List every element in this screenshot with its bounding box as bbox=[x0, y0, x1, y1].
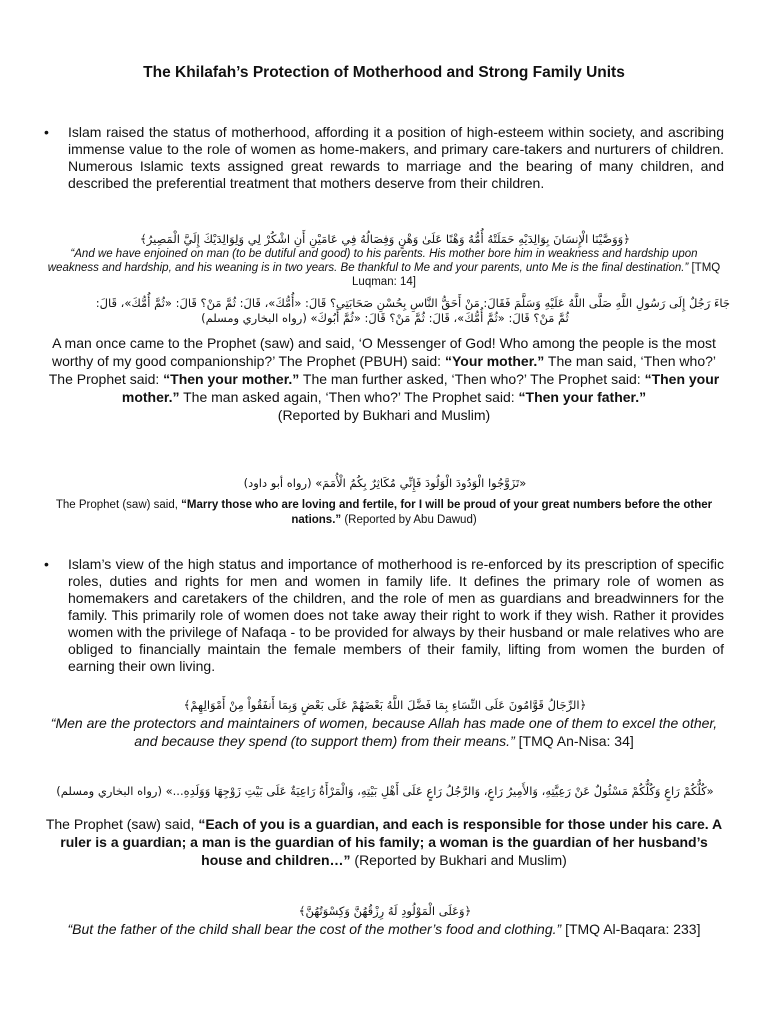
arabic-hadith-mother-line2: ثُمَّ مَنْ؟ قَالَ: «ثُمَّ أُمُّكَ»، قَالَ: ثُمَّ مَنْ؟ قَالَ: «ثُمَّ أَبُوكَ» (رواه البخاري ومسلم) bbox=[201, 311, 569, 325]
text-run: The man further asked, ‘Then who?’ The Prophet said: bbox=[299, 371, 645, 387]
arabic-hadith-marry: «تَزَوَّجُوا الْوَدُودَ الْوَلُودَ فَإِنِّي مُكَاثِرٌ بِكُمُ الْأُمَمَ» (رواه أبو داود) bbox=[243, 476, 527, 490]
bullet-text: Islam raised the status of motherhood, affording it a position of high-esteem within society, and ascribing immense value to the role of women as home-makers, and primary care-takers and nurturers of children. Numerous Islamic texts assigned great rewards to marriage and the bearing of many children, and described the preferential treatment that mothers deserve from their children. bbox=[68, 124, 724, 191]
text-run: The Prophet (saw) said, bbox=[45, 816, 199, 832]
bullet-marker: • bbox=[44, 556, 49, 572]
translation-text: “And we have enjoined on man (to be dutiful and good) to his parents. His mother bore him in weakness and hardship upon weakness and hardship, and his weaning is in two years. Be thankful to Me and your parents, unto Me is the final destination.” bbox=[47, 248, 698, 274]
bullet-marker: • bbox=[44, 124, 49, 140]
translation-baqara bbox=[54, 920, 714, 938]
arabic-hadith-mother-line1: جَاءَ رَجُلٌ إِلَى رَسُولِ اللَّهِ صَلَّى اللَّهُ عَلَيْهِ وَسَلَّمَ فَقَالَ: مَنْ أَحَقُّ النَّاسِ بِحُسْنِ صَحَابَتِي؟ قَالَ: «أُمُّكَ»، قَالَ: ثُمَّ مَنْ؟ قَالَ: «ثُمَّ أُمُّكَ»، قَالَ: bbox=[95, 296, 730, 310]
page-title: The Khilafah’s Protection of Motherhood and Strong Family Units bbox=[143, 64, 625, 81]
arabic-verse-luqman: ﴿وَوَصَّيْنَا الْإِنسَانَ بِوَالِدَيْهِ حَمَلَتْهُ أُمُّهُ وَهْنًا عَلَىٰ وَهْنٍ وَفِصَالُهُ فِي عَامَيْنِ أَنِ اشْكُرْ لِي وَلِوَالِدَيْكَ إِلَيَّ الْمَصِيرُ﴾ bbox=[140, 232, 630, 246]
bullet-text: Islam’s view of the high status and importance of motherhood is re-enforced by its prescription of specific roles, duties and rights for men and women in family life. It defines the primary role of women as homemakers and caretakers of the children, and the role of men as guardians and breadwinners for the family. This primarily role of women does not take away their right to work if they wish. Rather it provides women with the privilege of Nafaqa - to be provided for always by their husband or male relatives who are obliged to financially maintain the female members of their family, lifting from women the burden of earning their own living. bbox=[68, 556, 724, 674]
hadith-guardian-translation bbox=[44, 815, 724, 869]
bold-run: “Each of you is a guardian, and each is responsible for those under his care. A ruler is a guardian; a man is the guardian of his family; a woman is the guardian of her husband’s house and children…” bbox=[60, 816, 723, 868]
arabic-verse-nisa: ﴿الرِّجَالُ قَوَّامُونَ عَلَى النِّسَاءِ بِمَا فَضَّلَ اللَّهُ بَعْضَهُمْ عَلَى بَعْضٍ وَبِمَا أَنفَقُواْ مِنْ أَمْوَالِهِمْ﴾ bbox=[183, 698, 587, 712]
reference: (Reported by Abu Dawud) bbox=[341, 514, 477, 526]
translation-nisa bbox=[44, 714, 724, 750]
translation-text: “Men are the protectors and maintainers of women, because Allah has made one of them to excel the other, and because they spend (to support them) from their means.” bbox=[50, 715, 718, 749]
text-run: A man once came to the Prophet (saw) and said, ‘O Messenger of God! Who among the people is the most worthy of my good companionship?’ The Prophet (PBUH) said: bbox=[51, 335, 716, 369]
bold-run: “Then your father.” bbox=[518, 389, 647, 405]
translation-luqman bbox=[46, 247, 722, 289]
reference: (Reported by Bukhari and Muslim) bbox=[350, 852, 567, 868]
bold-run: “Your mother.” bbox=[444, 353, 545, 369]
translation-text: “But the father of the child shall bear the cost of the mother’s food and clothing.” bbox=[67, 921, 562, 937]
arabic-verse-baqara: ﴿وَعَلَى الْمَوْلُودِ لَهُ رِزْقُهُنَّ وَكِسْوَتُهُنَّ﴾ bbox=[298, 904, 472, 918]
bold-run: “Then your mother.” bbox=[163, 371, 300, 387]
bullet-paragraph-motherhood bbox=[44, 124, 724, 192]
bold-run: “Marry those who are loving and fertile, for I will be proud of your great numbers before the other nations.” bbox=[181, 499, 713, 526]
hadith-mother-translation bbox=[44, 334, 724, 424]
text-run: The man said, ‘Then who?’ The Prophet said: bbox=[48, 353, 717, 387]
reference: [TMQ Al-Baqara: 233] bbox=[561, 921, 701, 937]
arabic-hadith-guardian: «كُلُّكُمْ رَاعٍ وَكُلُّكُمْ مَسْئُولٌ عَنْ رَعِيَّتِهِ، وَالأَمِيرُ رَاعٍ، وَالرَّجُلُ رَاعٍ عَلَى أَهْلِ بَيْتِهِ، وَالْمَرْأَةُ رَاعِيَةٌ عَلَى بَيْتِ زَوْجِهَا وَوَلَدِهِ...» (رواه البخاري ومسلم) bbox=[56, 784, 714, 798]
bullet-paragraph-roles bbox=[44, 556, 724, 675]
text-run: The Prophet (saw) said, bbox=[55, 499, 182, 511]
hadith-marry-translation bbox=[46, 498, 722, 528]
bold-run: “Then your mother.” bbox=[121, 371, 720, 405]
reference: [TMQ Luqman: 14] bbox=[352, 262, 721, 288]
reference: [TMQ An-Nisa: 34] bbox=[514, 733, 634, 749]
text-run: The man asked again, ‘Then who?’ The Prophet said: bbox=[179, 389, 519, 405]
reference: (Reported by Bukhari and Muslim) bbox=[277, 407, 491, 423]
